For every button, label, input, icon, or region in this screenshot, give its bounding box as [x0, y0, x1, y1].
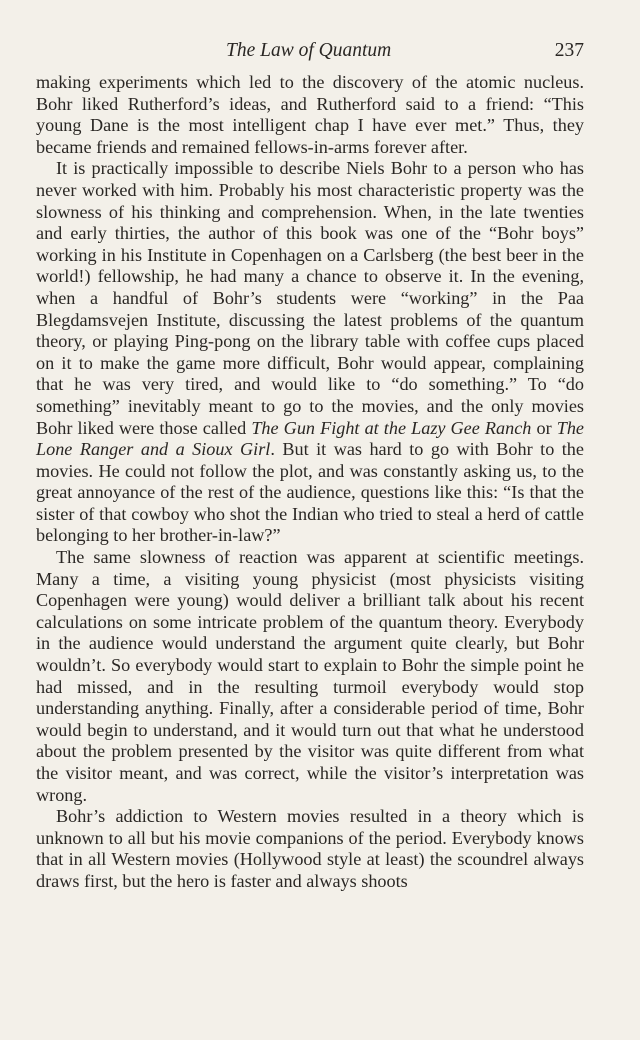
- text-run: . But it was hard to go with Bohr to the movies. He could not follow the plot, and was constantly asking us, to the great annoyance of the rest of the audience, questions like this: “Is that the sister of that cowboy who shot the Indian who tried to steal a herd of cattle belonging to her brother-in-law?”: [36, 439, 584, 546]
- running-title: The Law of Quantum: [226, 40, 392, 61]
- movie-title-italic: The Gun Fight at the Lazy Gee Ranch: [251, 417, 532, 438]
- running-header: [36, 40, 584, 66]
- text-run: The same slowness of reaction was apparent at scientific meetings. Many a time, a visiting young physicist (most physicists visiting Copenhagen were young) would deliver a brilliant talk about his recent calculations on some intricate problem of the quantum theory. Everybody in the audience would understand the argument quite clearly, but Bohr wouldn’t. So everybody would start to explain to Bohr the simple point he had missed, and in the resulting turmoil everybody would stop understanding anything. Finally, after a considerable period of time, Bohr would begin to understand, and it would turn out that what he understood about the problem presented by the visitor was quite different from what the visitor meant, and was correct, while the visitor’s interpretation was wrong.: [36, 547, 584, 805]
- text-run: It is practically impossible to describe Niels Bohr to a person who has never worked with him. Probably his most characteristic property was the slowness of his thinking and comprehension. When, in the late twenties and early thirties, the author of this book was one of the “Bohr boys” working in his Institute in Copenhagen on a Carlsberg (the best beer in the world!) fellowship, he had many a chance to observe it. In the evening, when a handful of Bohr’s students were “working” in the Paa Blegdamsvejen Institute, discussing the latest problems of the quantum theory, or playing Ping-pong on the library table with coffee cups placed on it to make the game more difficult, Bohr would appear, complaining that he was very tired, and would like to “do something.” To “do something” inevitably meant to go to the movies, and the only movies Bohr liked were those called: [36, 158, 584, 438]
- paragraph-continuation: [36, 72, 584, 158]
- text-run: or: [531, 417, 557, 438]
- movie-title-italic: The Lone Ranger and a Sioux Girl: [36, 417, 584, 460]
- text-run: Bohr’s addiction to Western movies resulted in a theory which is unknown to all but his movie companions of the period. Everybody knows that in all Western movies (Hollywood style at least) the scoundrel always draws first, but the hero is faster and always shoots: [36, 806, 584, 891]
- paragraph-bohr-character: [36, 158, 584, 547]
- paragraph-western-movies: [36, 806, 584, 892]
- page-number: 237: [554, 40, 584, 61]
- paragraph-scientific-meetings: [36, 547, 584, 806]
- body-text: [36, 72, 584, 893]
- text-run: making experiments which led to the discovery of the atomic nucleus. Bohr liked Rutherford’s ideas, and Rutherford said to a friend: “This young Dane is the most intelligent chap I have ever met.” Thus, they became friends and remained fellows-in-arms forever after.: [36, 72, 584, 157]
